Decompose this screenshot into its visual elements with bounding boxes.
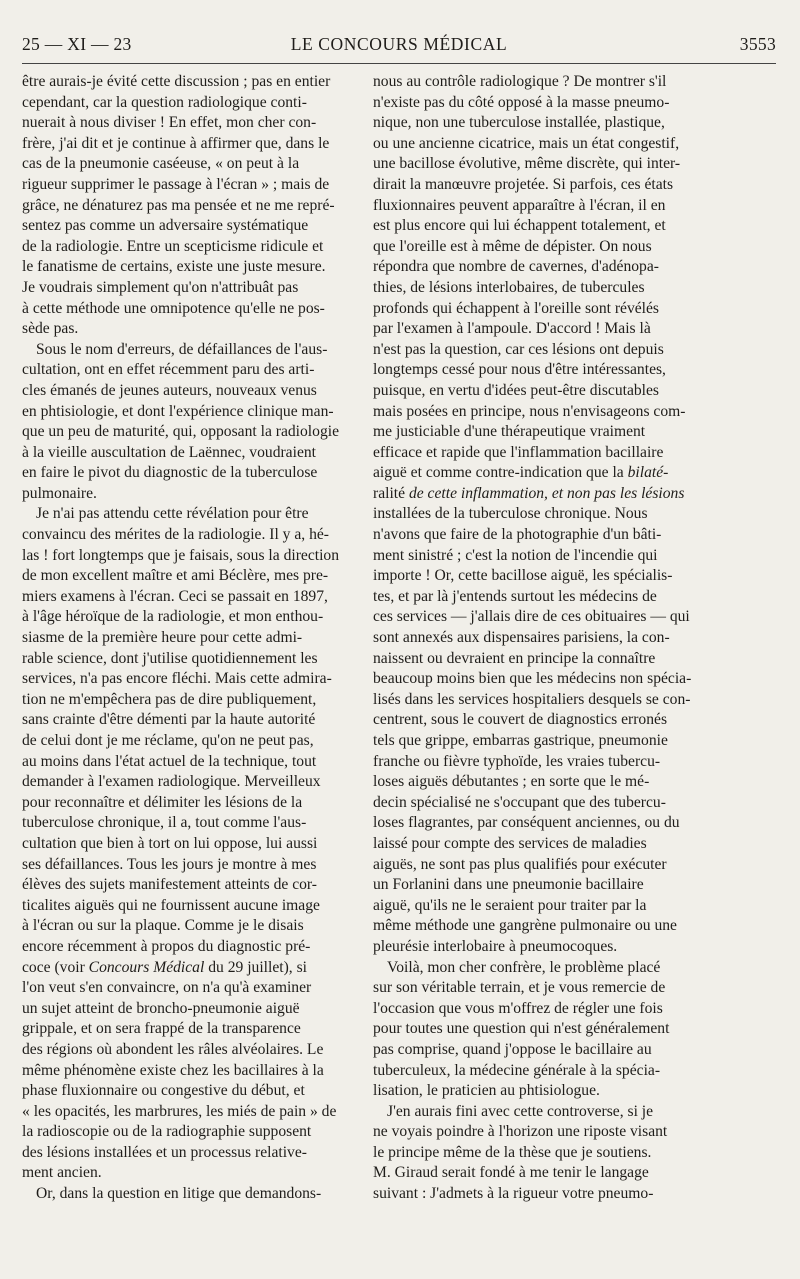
text-line: ses défaillances. Tous les jours je montre à mes — [22, 855, 317, 873]
text-line: à cette méthode une omnipotence qu'elle ne pos- — [22, 299, 325, 317]
text-line: J'en aurais fini avec cette controverse, si je — [387, 1102, 654, 1120]
text-line: des régions où abondent les râles alvéolaires. Le — [22, 1040, 324, 1058]
text-line: me justiciable d'une thérapeutique vraiment — [373, 423, 646, 441]
text-line: nous au contrôle radiologique ? De montrer s'il — [373, 73, 667, 90]
text-line: n'est pas la question, car ces lésions ont depuis — [373, 340, 664, 358]
text-line: ou une ancienne cicatrice, mais un état congestif, — [373, 134, 680, 152]
text-line: centrent, sous le couvert de diagnostics erronés — [373, 711, 668, 729]
text-line: sont annexés aux dispensaires parisiens, la con- — [373, 629, 670, 647]
text-line: cultation que bien à tort on lui oppose, lui aussi — [22, 834, 318, 852]
text-line: l'on veut s'en convaincre, on n'a qu'à examiner — [22, 979, 312, 997]
text-line: est plus encore qui lui échappent totalement, et — [373, 217, 666, 235]
header-rule — [22, 63, 776, 64]
text-line: puisque, en vertu d'idées peut-être discutables — [373, 381, 660, 399]
text-line: par l'examen à l'ampoule. D'accord ! Mais là — [373, 320, 651, 338]
text-line: tes, et par là j'entends surtout les médecins de — [373, 587, 657, 605]
text-line: naissent ou devraient en principe la connaître — [373, 649, 656, 667]
text-line: dirait la manœuvre projetée. Si parfois, ces états — [373, 175, 674, 193]
text-line: même phénomène existe chez les bacillaires à la — [22, 1061, 324, 1079]
text-line: services, n'a pas encore fléchi. Mais cette admira- — [22, 670, 332, 688]
text-line: lisés dans les services hospitaliers desquels se con- — [373, 690, 691, 708]
text-line: l'occasion que vous m'offrez de régler une fois — [373, 999, 663, 1017]
text-line: grippale, et on sera frappé de la transparence — [22, 1020, 301, 1038]
text-line: un sujet atteint de broncho-pneumonie aiguë — [22, 999, 300, 1017]
text-line: cas de la pneumonie caséeuse, « on peut à la — [22, 155, 300, 173]
text-line: thies, de lésions interlobaires, de tubercules — [373, 278, 645, 296]
text-line: encore récemment à propos du diagnostic pré- — [22, 937, 311, 955]
text-line: beaucoup moins bien que les médecins non spécia- — [373, 670, 692, 688]
paragraph — [373, 1102, 729, 1205]
text-line: sans crainte d'être démenti par la haute autorité — [22, 711, 316, 729]
paragraph — [373, 72, 729, 958]
text-line: même méthode une gangrène pulmonaire ou une — [373, 917, 677, 935]
text-line: n'existe pas du côté opposé à la masse pneumo- — [373, 93, 670, 111]
text-line: importe ! Or, cette bacillose aiguë, les spécialis- — [373, 567, 673, 585]
text-line: ment sinistré ; c'est la notion de l'incendie qui — [373, 546, 658, 564]
text-line: pulmonaire. — [22, 484, 97, 502]
text-line: ces services — j'allais dire de ces obituaires — qui — [373, 608, 690, 626]
text-line: répondra que nombre de cavernes, d'adénopa- — [373, 258, 659, 276]
text-line: coce (voir Concours Médical du 29 juillet), si — [22, 958, 307, 976]
text-line: ne voyais poindre à l'horizon une riposte visant — [373, 1123, 668, 1141]
paragraph — [22, 72, 357, 340]
text-line: en faire le pivot du diagnostic de la tuberculose — [22, 464, 318, 482]
text-line: ticalites aiguës qui ne fournissent aucune image — [22, 896, 320, 914]
text-line: pleurésie interlobaire à pneumocoques. — [373, 937, 618, 955]
text-line: élèves des sujets manifestement atteints de cor- — [22, 876, 318, 894]
text-line: aiguë et comme contre-indication que la bilaté- — [373, 464, 669, 482]
text-line: suivant : J'admets à la rigueur votre pneumo- — [373, 1185, 654, 1203]
text-line: Je n'ai pas attendu cette révélation pour être — [36, 505, 309, 523]
text-line: sède pas. — [22, 320, 79, 338]
text-line: pour reconnaître et délimiter les lésions de la — [22, 793, 303, 811]
text-line: decin spécialisé ne s'occupant que des tubercu- — [373, 793, 666, 811]
text-line: aiguë, qu'ils ne le seraient pour traiter par la — [373, 896, 647, 914]
text-line: nique, non une tuberculose installée, plastique, — [373, 114, 665, 132]
text-line: longtemps cessé pour nous d'être intéressantes, — [373, 361, 666, 379]
text-line: demander à l'examen radiologique. Merveilleux — [22, 773, 321, 791]
text-line: installées de la tuberculose chronique. Nous — [373, 505, 648, 523]
text-line: las ! fort longtemps que je faisais, sous la direction — [22, 546, 339, 564]
issue-date: 25 — XI — 23 — [22, 34, 132, 54]
text-line: pour toutes une question qui n'est généralement — [373, 1020, 670, 1038]
paragraph — [22, 1184, 357, 1205]
page-number: 3553 — [739, 34, 776, 54]
text-line: ralité de cette inflammation, et non pas les lésions — [373, 484, 685, 502]
paragraph — [373, 958, 729, 1102]
text-line: tion ne m'empêchera pas de dire publiquement, — [22, 690, 317, 708]
text-line: de la radiologie. Entre un scepticisme ridicule et — [22, 237, 324, 255]
text-line: des lésions installées et un processus relative- — [22, 1143, 307, 1161]
text-line: n'avons que faire de la photographie d'un bâti- — [373, 526, 662, 544]
text-line: Or, dans la question en litige que demandons- — [36, 1185, 322, 1203]
text-line: laissé pour compte des services de maladies — [373, 834, 647, 852]
text-line: être aurais-je évité cette discussion ; pas en entier — [22, 73, 331, 90]
text-line: cependant, car la question radiologique conti- — [22, 93, 307, 111]
text-line: tuberculose chronique, il a, tout comme l'aus- — [22, 814, 307, 832]
text-line: phase fluxionnaire ou congestive du début, et — [22, 1082, 305, 1100]
text-line: le principe même de la thèse que je soutiens. — [373, 1143, 652, 1161]
text-line: siasme de la première heure pour cette admi- — [22, 629, 303, 647]
text-line: loses flagrantes, par conséquent anciennes, ou du — [373, 814, 680, 832]
text-line: grâce, ne dénaturez pas ma pensée et ne me repré- — [22, 196, 335, 214]
left-column — [22, 72, 357, 1205]
text-line: mais posées en principe, nous n'envisageons com- — [373, 402, 686, 420]
text-line: le fanatisme de certains, existe une juste mesure. — [22, 258, 326, 276]
text-line: de celui dont je me réclame, qu'on ne peut pas, — [22, 732, 314, 749]
text-line: efficace et rapide que l'inflammation bacillaire — [373, 443, 664, 461]
text-line: miers examens à l'écran. Ceci se passait en 1897, — [22, 587, 328, 605]
text-line: la radioscopie ou de la radiographie supposent — [22, 1123, 312, 1141]
text-line: à l'âge héroïque de la radiologie, et mon enthou- — [22, 608, 324, 626]
text-line: rable science, dont j'utilise quotidiennement les — [22, 649, 318, 667]
text-line: frère, j'ai dit et je continue à affirmer que, dans le — [22, 134, 330, 152]
text-line: « les opacités, les marbrures, les miés de pain » de — [22, 1102, 337, 1120]
text-line: au moins dans l'état actuel de la technique, tout — [22, 752, 317, 770]
text-line: tuberculeux, la médecine générale à la spécia- — [373, 1061, 661, 1079]
text-line: de mon excellent maître et ami Béclère, mes pre- — [22, 567, 329, 585]
text-line: à la vieille auscultation de Laënnec, voudraient — [22, 443, 316, 461]
text-line: que un peu de maturité, qui, opposant la radiologie — [22, 423, 339, 441]
text-line: cles émanés de jeunes auteurs, nouveaux venus — [22, 381, 317, 399]
text-line: M. Giraud serait fondé à me tenir le langage — [373, 1164, 649, 1182]
text-line: que l'oreille est à même de dépister. On nous — [373, 237, 652, 255]
text-line: ment ancien. — [22, 1164, 102, 1182]
text-line: pas comprise, quand j'oppose le bacillaire au — [373, 1040, 652, 1058]
text-line: sentez pas comme un adversaire systématique — [22, 217, 309, 235]
right-column — [373, 72, 729, 1205]
text-line: en phtisiologie, et dont l'expérience clinique man- — [22, 402, 334, 420]
paragraph — [22, 340, 357, 505]
text-line: loses aiguës débutantes ; en sorte que le mé- — [373, 773, 650, 791]
text-line: aiguës, ne sont pas plus qualifiés pour exécuter — [373, 855, 667, 873]
paragraph — [22, 504, 357, 1184]
text-line: lisation, le praticien au phtisiologue. — [373, 1082, 600, 1100]
text-line: sur son véritable terrain, et je vous remercie de — [373, 979, 666, 997]
text-line: profonds qui échappent à l'oreille sont révélés — [373, 299, 660, 317]
text-line: Voilà, mon cher confrère, le problème placé — [387, 958, 661, 976]
running-head — [22, 34, 776, 56]
text-line: fluxionnaires peuvent apparaître à l'écran, il en — [373, 196, 666, 214]
text-line: à l'écran ou sur la plaque. Comme je le disais — [22, 917, 304, 935]
text-line: convaincu des mérites de la radiologie. Il y a, hé- — [22, 526, 329, 544]
journal-title: LE CONCOURS MÉDICAL — [290, 34, 508, 54]
text-line: un Forlanini dans une pneumonie bacillaire — [373, 876, 644, 894]
text-line: franche ou fièvre typhoïde, les vraies tubercu- — [373, 752, 661, 770]
text-line: cultation, ont en effet récemment paru des arti- — [22, 361, 315, 379]
text-line: nuerait à nous diviser ! En effet, mon cher con- — [22, 114, 317, 132]
text-line: tels que grippe, embarras gastrique, pneumonie — [373, 732, 668, 749]
text-line: Je voudrais simplement qu'on n'attribuât pas — [22, 278, 299, 296]
text-line: une bacillose évolutive, même discrète, qui inter- — [373, 155, 681, 173]
text-line: rigueur supprimer le passage à l'écran » ; mais de — [22, 175, 330, 193]
text-line: Sous le nom d'erreurs, de défaillances de l'aus- — [36, 340, 328, 358]
